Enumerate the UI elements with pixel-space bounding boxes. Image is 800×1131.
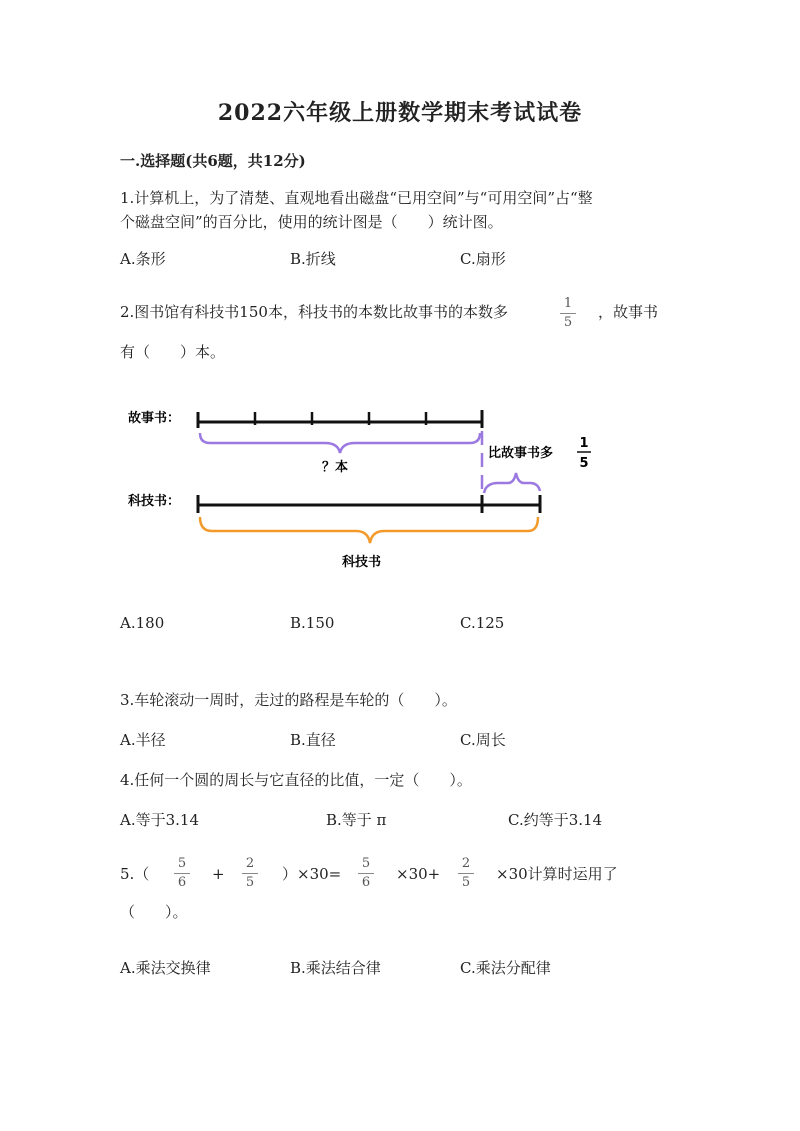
question-4-option-b: B.等于 π [326,811,387,829]
tech-book-label: 科技书： [128,494,181,509]
question-2-text-part-2: ，故事书 [598,303,659,321]
section-heading: 一.选择题(共6题，共12分) [120,152,306,170]
compare-fraction-numerator: 1 [579,436,589,451]
question-5-fraction-4 [456,856,476,891]
question-5-middle: ）×30= [282,865,342,883]
question-2-text-part-1: 2.图书馆有科技书150本，科技书的本数比故事书的本数多 [120,303,508,321]
fraction-denominator: 6 [361,875,371,890]
question-5-fraction-1 [172,856,192,891]
question-5-option-b: B.乘法结合律 [290,959,381,977]
question-5-fraction-2 [240,856,260,891]
tech-total-label: 科技书 [342,555,382,570]
question-5-line-2: （ ）。 [120,903,188,921]
question-5-plus: + [212,865,225,883]
story-book-label: 故事书： [128,411,181,426]
question-1-option-c: C.扇形 [460,250,506,268]
question-3-option-b: B.直径 [290,731,336,749]
tech-brace [200,517,538,543]
question-4-option-c: C.约等于3.14 [508,811,603,829]
question-1-option-a: A.条形 [120,250,166,268]
compare-fraction-denominator: 5 [579,456,589,471]
question-1-line-2: 个磁盘空间”的百分比，使用的统计图是（ ）统计图。 [120,213,503,231]
question-5-times-plus: ×30+ [396,865,441,883]
question-5-fraction-3 [356,856,376,891]
story-brace [200,433,480,453]
question-5-option-a: A.乘法交换律 [120,959,211,977]
question-1-option-b: B.折线 [290,250,336,268]
extra-part-brace [484,473,540,493]
segment-diagram [110,395,610,580]
fraction-numerator: 2 [245,856,255,871]
question-2-line-2: 有（ ）本。 [120,343,226,361]
fraction-denominator: 5 [563,315,573,330]
question-2-option-c: C.125 [460,614,505,632]
fraction-numerator: 5 [177,856,187,871]
question-5-option-c: C.乘法分配律 [460,959,551,977]
question-1-line-1: 1.计算机上，为了清楚、直观地看出磁盘“已用空间”与“可用空间”占“整 [120,189,593,207]
compare-label: 比故事书多 [488,446,554,461]
fraction-numerator: 1 [563,296,573,311]
fraction-numerator: 2 [461,856,471,871]
question-4-text: 4.任何一个圆的周长与它直径的比值，一定（ ）。 [120,771,472,789]
question-5-tail: ×30计算时运用了 [496,865,618,883]
question-4-option-a: A.等于3.14 [120,811,199,829]
question-2-option-b: B.150 [290,614,335,632]
unknown-count-label: ？本 [322,460,349,475]
question-2-fraction [558,296,578,331]
fraction-denominator: 5 [245,875,255,890]
question-5-open: 5.（ [120,865,150,883]
fraction-denominator: 6 [177,875,187,890]
question-3-option-a: A.半径 [120,731,166,749]
fraction-numerator: 5 [361,856,371,871]
question-3-text: 3.车轮滚动一周时，走过的路程是车轮的（ ）。 [120,691,457,709]
fraction-denominator: 5 [461,875,471,890]
page-title: 2022六年级上册数学期末考试试卷 [217,100,583,126]
question-3-option-c: C.周长 [460,731,506,749]
question-2-option-a: A.180 [120,614,165,632]
